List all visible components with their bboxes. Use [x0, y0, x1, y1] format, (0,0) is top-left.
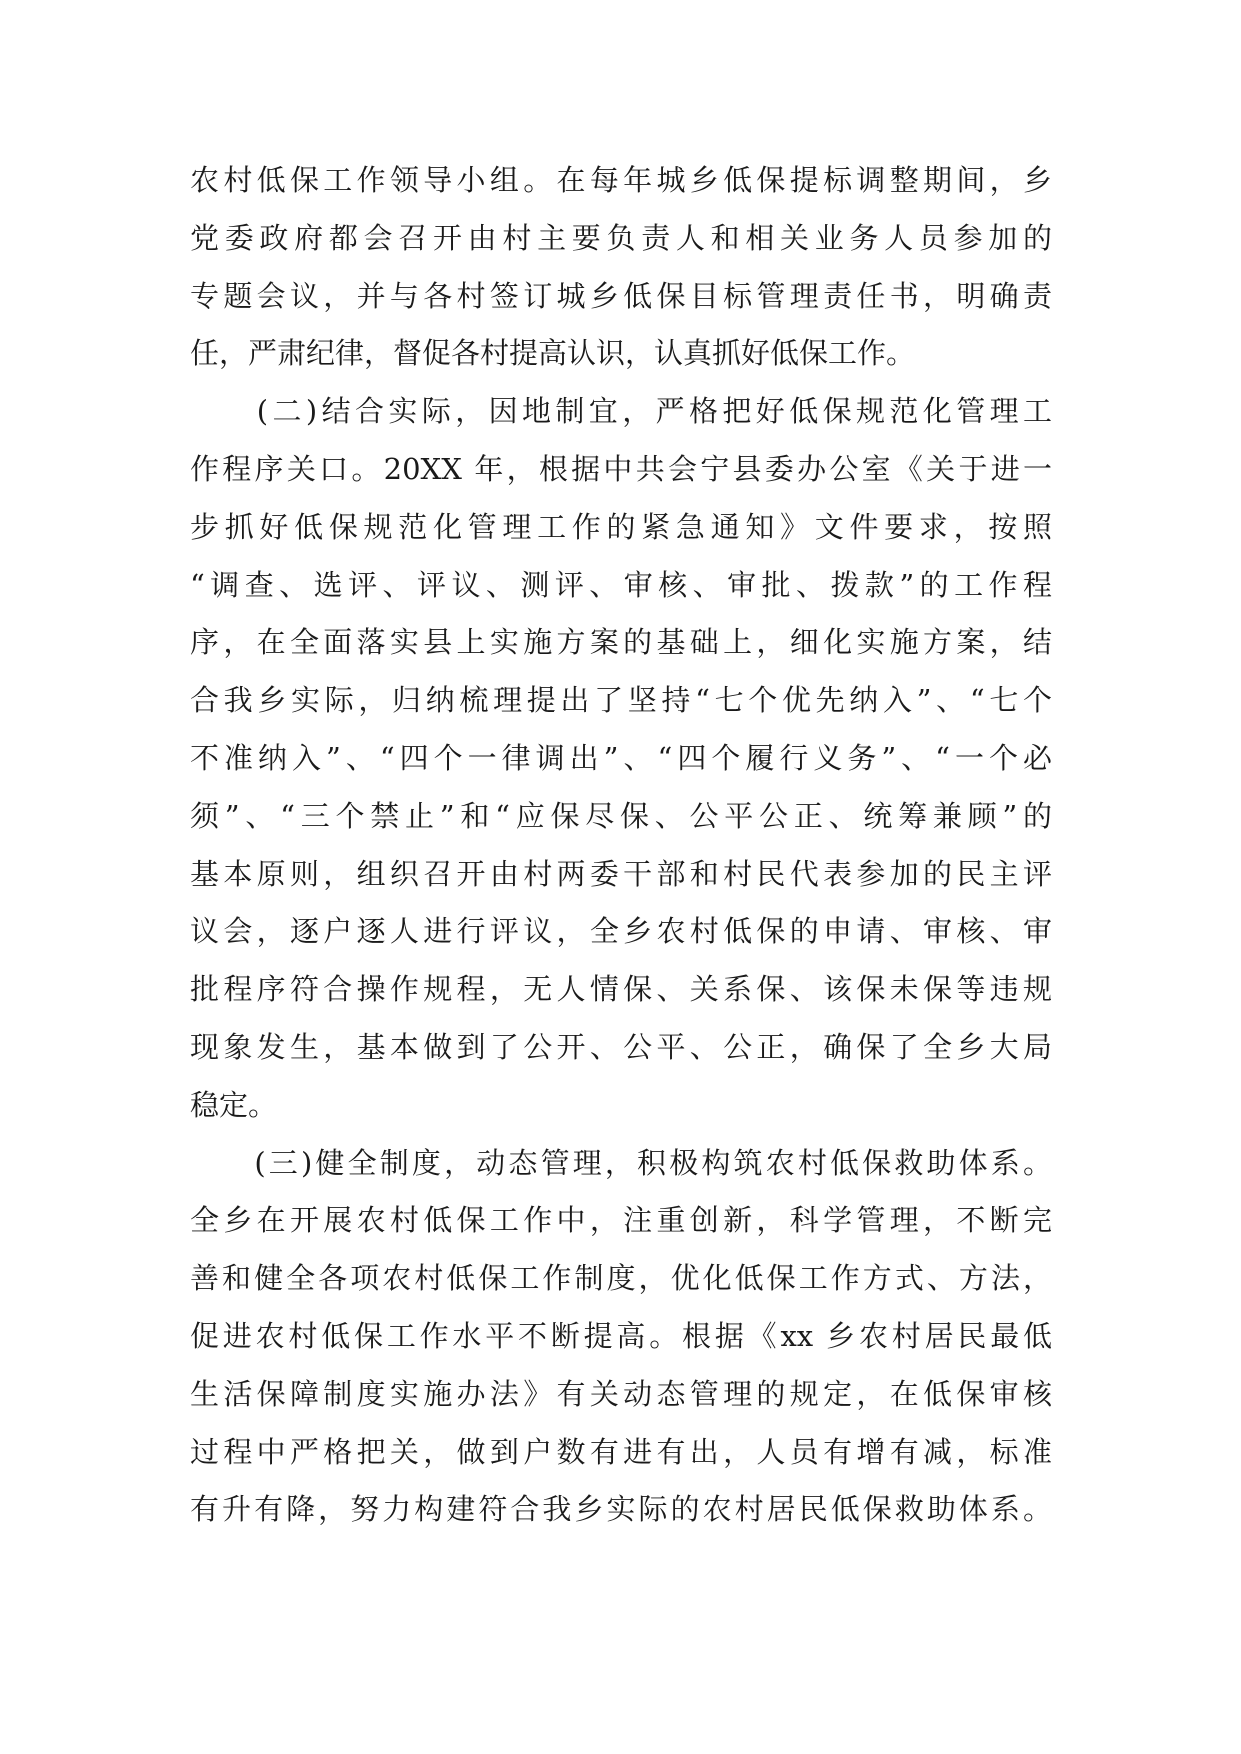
text-line: 生活保障制度实施办法》有关动态管理的规定，在低保审核 — [190, 1376, 1052, 1411]
text-line: 作程序关口。20XX 年，根据中共会宁县委办公室《关于进一 — [190, 451, 1052, 486]
text-line: 促进农村低保工作水平不断提高。根据《xx 乡农村居民最低 — [190, 1318, 1052, 1353]
text-line: 党委政府都会召开由村主要负责人和相关业务人员参加的 — [190, 220, 1052, 255]
text-line: 专题会议，并与各村签订城乡低保目标管理责任书，明确责 — [190, 278, 1052, 313]
text-line: 不准纳入”、“四个一律调出”、“四个履行义务”、“一个必 — [190, 740, 1052, 775]
text-line: 善和健全各项农村低保工作制度，优化低保工作方式、方法， — [190, 1261, 1052, 1296]
text-line: 全乡在开展农村低保工作中，注重创新，科学管理，不断完 — [190, 1203, 1052, 1238]
text-line: 任，严肃纪律，督促各村提高认识，认真抓好低保工作。 — [190, 336, 916, 371]
text-line: “调查、选评、评议、测评、审核、审批、拨款”的工作程 — [190, 567, 1052, 602]
text-line: 合我乡实际，归纳梳理提出了坚持“七个优先纳入”、“七个 — [190, 683, 1052, 718]
text-line: 过程中严格把关，做到户数有进有出，人员有增有减，标准 — [190, 1434, 1052, 1469]
text-line: 须”、“三个禁止”和“应保尽保、公平公正、统筹兼顾”的 — [190, 798, 1052, 833]
text-line: (三)健全制度，动态管理，积极构筑农村低保救助体系。 — [190, 1145, 1052, 1180]
text-line: 议会，逐户逐人进行评议，全乡农村低保的申请、审核、审 — [190, 914, 1052, 949]
text-line: 有升有降，努力构建符合我乡实际的农村居民低保救助体系。 — [190, 1492, 1052, 1527]
text-line: 基本原则，组织召开由村两委干部和村民代表参加的民主评 — [190, 856, 1052, 891]
text-line: 序，在全面落实县上实施方案的基础上，细化实施方案，结 — [190, 625, 1052, 660]
text-line: (二)结合实际，因地制宜，严格把好低保规范化管理工 — [190, 394, 1052, 429]
text-line: 农村低保工作领导小组。在每年城乡低保提标调整期间，乡 — [190, 163, 1052, 197]
text-line: 稳定。 — [190, 1087, 278, 1122]
text-line: 步抓好低保规范化管理工作的紧急通知》文件要求，按照 — [190, 509, 1052, 544]
text-line: 现象发生，基本做到了公开、公平、公正，确保了全乡大局 — [190, 1029, 1052, 1064]
text-line: 批程序符合操作规程，无人情保、关系保、该保未保等违规 — [190, 972, 1052, 1007]
document-body — [190, 152, 1052, 1539]
